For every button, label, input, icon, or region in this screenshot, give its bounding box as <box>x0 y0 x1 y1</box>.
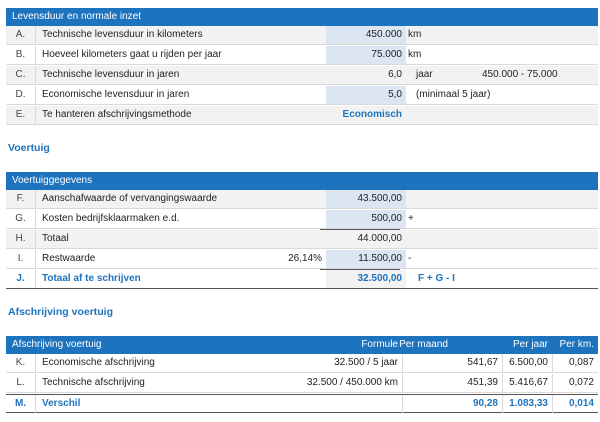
per-km-cell: 0,072 <box>552 374 598 392</box>
table-row <box>6 190 598 209</box>
input-km-per-jaar[interactable]: 75.000 <box>326 46 406 64</box>
row-letter: G. <box>6 210 36 228</box>
section-title: Voertuiggegevens <box>12 175 93 186</box>
table-row-total <box>6 394 598 413</box>
row-label: Hoeveel kilometers gaat u rijden per jaar <box>42 49 222 60</box>
input-technische-levensduur-km[interactable]: 450.000 <box>326 26 406 44</box>
row-letter: J. <box>6 270 36 288</box>
section-title: Afschrijving voertuig <box>12 339 102 350</box>
row-label: Technische levensduur in kilometers <box>42 29 203 40</box>
section-header-voertuiggegevens <box>6 172 598 190</box>
unit-label: km <box>408 29 422 40</box>
col-header-formule: Formule <box>361 339 398 350</box>
table-row <box>6 46 598 65</box>
table-row <box>6 86 598 105</box>
row-letter: B. <box>6 46 36 64</box>
table-row <box>6 374 598 393</box>
unit-label: km <box>408 49 422 60</box>
hint-note: (minimaal 5 jaar) <box>416 89 491 100</box>
per-jaar-cell: 6.500,00 <box>502 354 552 372</box>
row-label: Restwaarde <box>42 253 96 264</box>
value-totaal-af-te-schrijven: 32.500,00 <box>326 270 406 288</box>
row-letter: H. <box>6 230 36 248</box>
per-jaar-cell: 1.083,33 <box>502 395 552 413</box>
col-header-per-maand: Per maand <box>399 339 448 350</box>
table-row <box>6 66 598 85</box>
table-row <box>6 26 598 45</box>
formula-cell: 32.500 / 450.000 km <box>306 377 398 388</box>
per-km-cell: 0,087 <box>552 354 598 372</box>
row-label: Verschil <box>42 398 81 409</box>
section-title: Levensduur en normale inzet <box>12 11 141 22</box>
row-letter: E. <box>6 106 36 124</box>
row-label: Totaal <box>42 233 69 244</box>
row-label: Te hanteren afschrijvingsmethode <box>42 109 192 120</box>
per-jaar-cell: 5.416,67 <box>502 374 552 392</box>
heading-afschrijving: Afschrijving voertuig <box>8 306 114 318</box>
section-header-levensduur <box>6 8 598 26</box>
col-header-per-km: Per km. <box>559 339 594 350</box>
per-maand-cell: 541,67 <box>402 354 502 372</box>
row-letter: I. <box>6 250 36 268</box>
table-row <box>6 106 598 125</box>
per-km-cell: 0,014 <box>552 395 598 413</box>
section-header-afschrijving <box>6 336 598 354</box>
row-label: Technische afschrijving <box>42 377 145 388</box>
row-label: Kosten bedrijfsklaarmaken e.d. <box>42 213 180 224</box>
per-maand-cell: 90,28 <box>402 395 502 413</box>
per-maand-cell: 451,39 <box>402 374 502 392</box>
afschrijvingsmethode-select[interactable]: Economisch <box>342 109 402 120</box>
table-row <box>6 354 598 373</box>
formula-cell: 32.500 / 5 jaar <box>334 357 398 368</box>
row-label: Aanschafwaarde of vervangingswaarde <box>42 193 218 204</box>
row-label: Totaal af te schrijven <box>42 273 141 284</box>
input-economische-levensduur[interactable]: 5,0 <box>326 86 406 104</box>
plus-operator: + <box>408 213 414 224</box>
table-row <box>6 210 598 229</box>
restwaarde-percentage: 26,14% <box>288 253 322 264</box>
col-header-per-jaar: Per jaar <box>512 339 548 350</box>
input-aanschafwaarde[interactable]: 43.500,00 <box>326 190 406 208</box>
row-letter: F. <box>6 190 36 208</box>
row-label: Economische levensduur in jaren <box>42 89 190 100</box>
heading-voertuig: Voertuig <box>8 142 50 154</box>
table-row-total <box>6 270 598 289</box>
row-letter: M. <box>6 395 36 413</box>
table-row <box>6 230 598 249</box>
row-letter: D. <box>6 86 36 104</box>
input-restwaarde[interactable]: 11.500,00 <box>326 250 406 268</box>
input-kosten-bedrijfsklaarmaken[interactable]: 500,00 <box>326 210 406 228</box>
row-letter: L. <box>6 374 36 392</box>
row-letter: A. <box>6 26 36 44</box>
calculation-note: 450.000 - 75.000 <box>482 69 558 80</box>
row-letter: C. <box>6 66 36 84</box>
row-label: Technische levensduur in jaren <box>42 69 180 80</box>
row-letter: K. <box>6 354 36 372</box>
formula-label: F + G - I <box>418 273 455 284</box>
value-totaal: 44.000,00 <box>357 233 402 244</box>
unit-label: jaar <box>416 69 433 80</box>
table-row <box>6 250 598 269</box>
minus-operator: - <box>408 253 412 264</box>
value-technische-levensduur-jaren: 6,0 <box>388 69 402 80</box>
row-label: Economische afschrijving <box>42 357 155 368</box>
